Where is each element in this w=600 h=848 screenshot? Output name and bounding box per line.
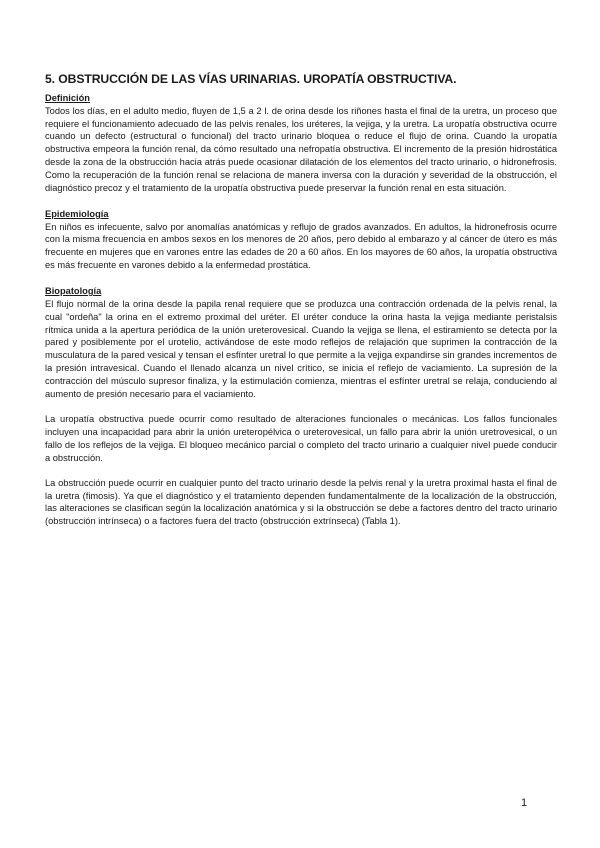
section-heading-biopatologia: Biopatología — [45, 286, 102, 297]
section-heading-epidemiologia: Epidemiología — [45, 208, 109, 219]
paragraph: Todos los días, en el adulto medio, fluyen de 1,5 a 2 l. de orina desde los riñones hasta el final de la uretra, un proceso que requiere el funcionamiento adecuado de las pelvis renales, los uréteres, la vejiga, y la uretra. La uropatía obstructiva ocurre cuando un defecto (estructural o funcional) del tracto urinario bloquea o reduce el flujo de orina. Cuando la uropatía obstructiva empeora la función renal, da cómo resultado una nefropatía obstructiva. El incremento de la presión hidrostática desde la zona de la obstrucción hacia atrás puede ocasionar dilatación de los elementos del tracto urinario, o hidronefrosis. Como la recuperación de la función renal se relaciona de manera inversa con la duración y severidad de la obstrucción, el diagnóstico precoz y el tratamiento de la uropatía obstructiva puede preservar la función renal en esta situación. — [45, 105, 557, 194]
document-body — [45, 72, 557, 528]
paragraph: La uropatía obstructiva puede ocurrir como resultado de alteraciones funcionales o mecánicas. Los fallos funcionales incluyen una incapacidad para abrir la unión ureteropélvica o ureterovesical, un fallo para abrir la unión uretrovesical, o un fallo de los reflejos de la vejiga. El bloqueo mecánico parcial o completo del tracto urinario a cualquier nivel puede conducir a obstrucción. — [45, 414, 557, 463]
paragraph: La obstrucción puede ocurrir en cualquier punto del tracto urinario desde la pelvis renal y la uretra proximal hasta el final de la uretra (fimosis). Ya que el diagnóstico y el tratamiento dependen fundamentalmente de la localización de la obstrucción, las alteraciones se clasifican según la localización anatómica y si la obstrucción se debe a factores dentro del tracto urinario (obstrucción intrínseca) o a factores fuera del tracto (obstrucción extrínseca) (Tabla 1). — [45, 477, 557, 527]
document-title: 5. OBSTRUCCIÓN DE LAS VÍAS URINARIAS. UROPATÍA OBSTRUCTIVA. — [45, 72, 457, 86]
paragraph: En niños es infecuente, salvo por anomalías anatómicas y reflujo de grados avanzados. En adultos, la hidronefrosis ocurre con la misma frecuencia en ambos sexos en los menores de 20 años, pero debido al embarazo y al cáncer de útero es más frecuente en mujeres que en varones entre las edades de 20 a 60 años. En los mayores de 60 años, la uropatía obstructiva es más frecuente en varones debido a la enfermedad prostática. — [45, 221, 557, 271]
page-number: 1 — [521, 797, 528, 809]
paragraph: El flujo normal de la orina desde la papila renal requiere que se produzca una contracción ordenada de la pelvis renal, la cual "ordeña" la orina en el extremo proximal del uréter. El uréter conduce la orina hasta la vejiga mediante peristalsis rítmica unida a la apertura periódica de la unión ureterovesical. Cuando la vejiga se llena, el estiramiento se detecta por la pared y posiblemente por el urotelio, activándose de este modo reflejos de relajación que suprimen la contracción de la musculatura de la pared vesical y tensan el esfínter uretral lo que permite a la vejiga expandirse sin grandes incrementos de la presión intravesical. Cuando el llenado alcanza un nivel crítico, se inicia el reflejo de vaciamiento. La supresión de la contracción del músculo supresor finaliza, y la estimulación comienza, mientras el esfínter uretral se relaja, conduciendo al aumento de presión necesario para el vaciamiento. — [45, 298, 557, 400]
section-heading-definicion: Definición — [45, 93, 90, 103]
